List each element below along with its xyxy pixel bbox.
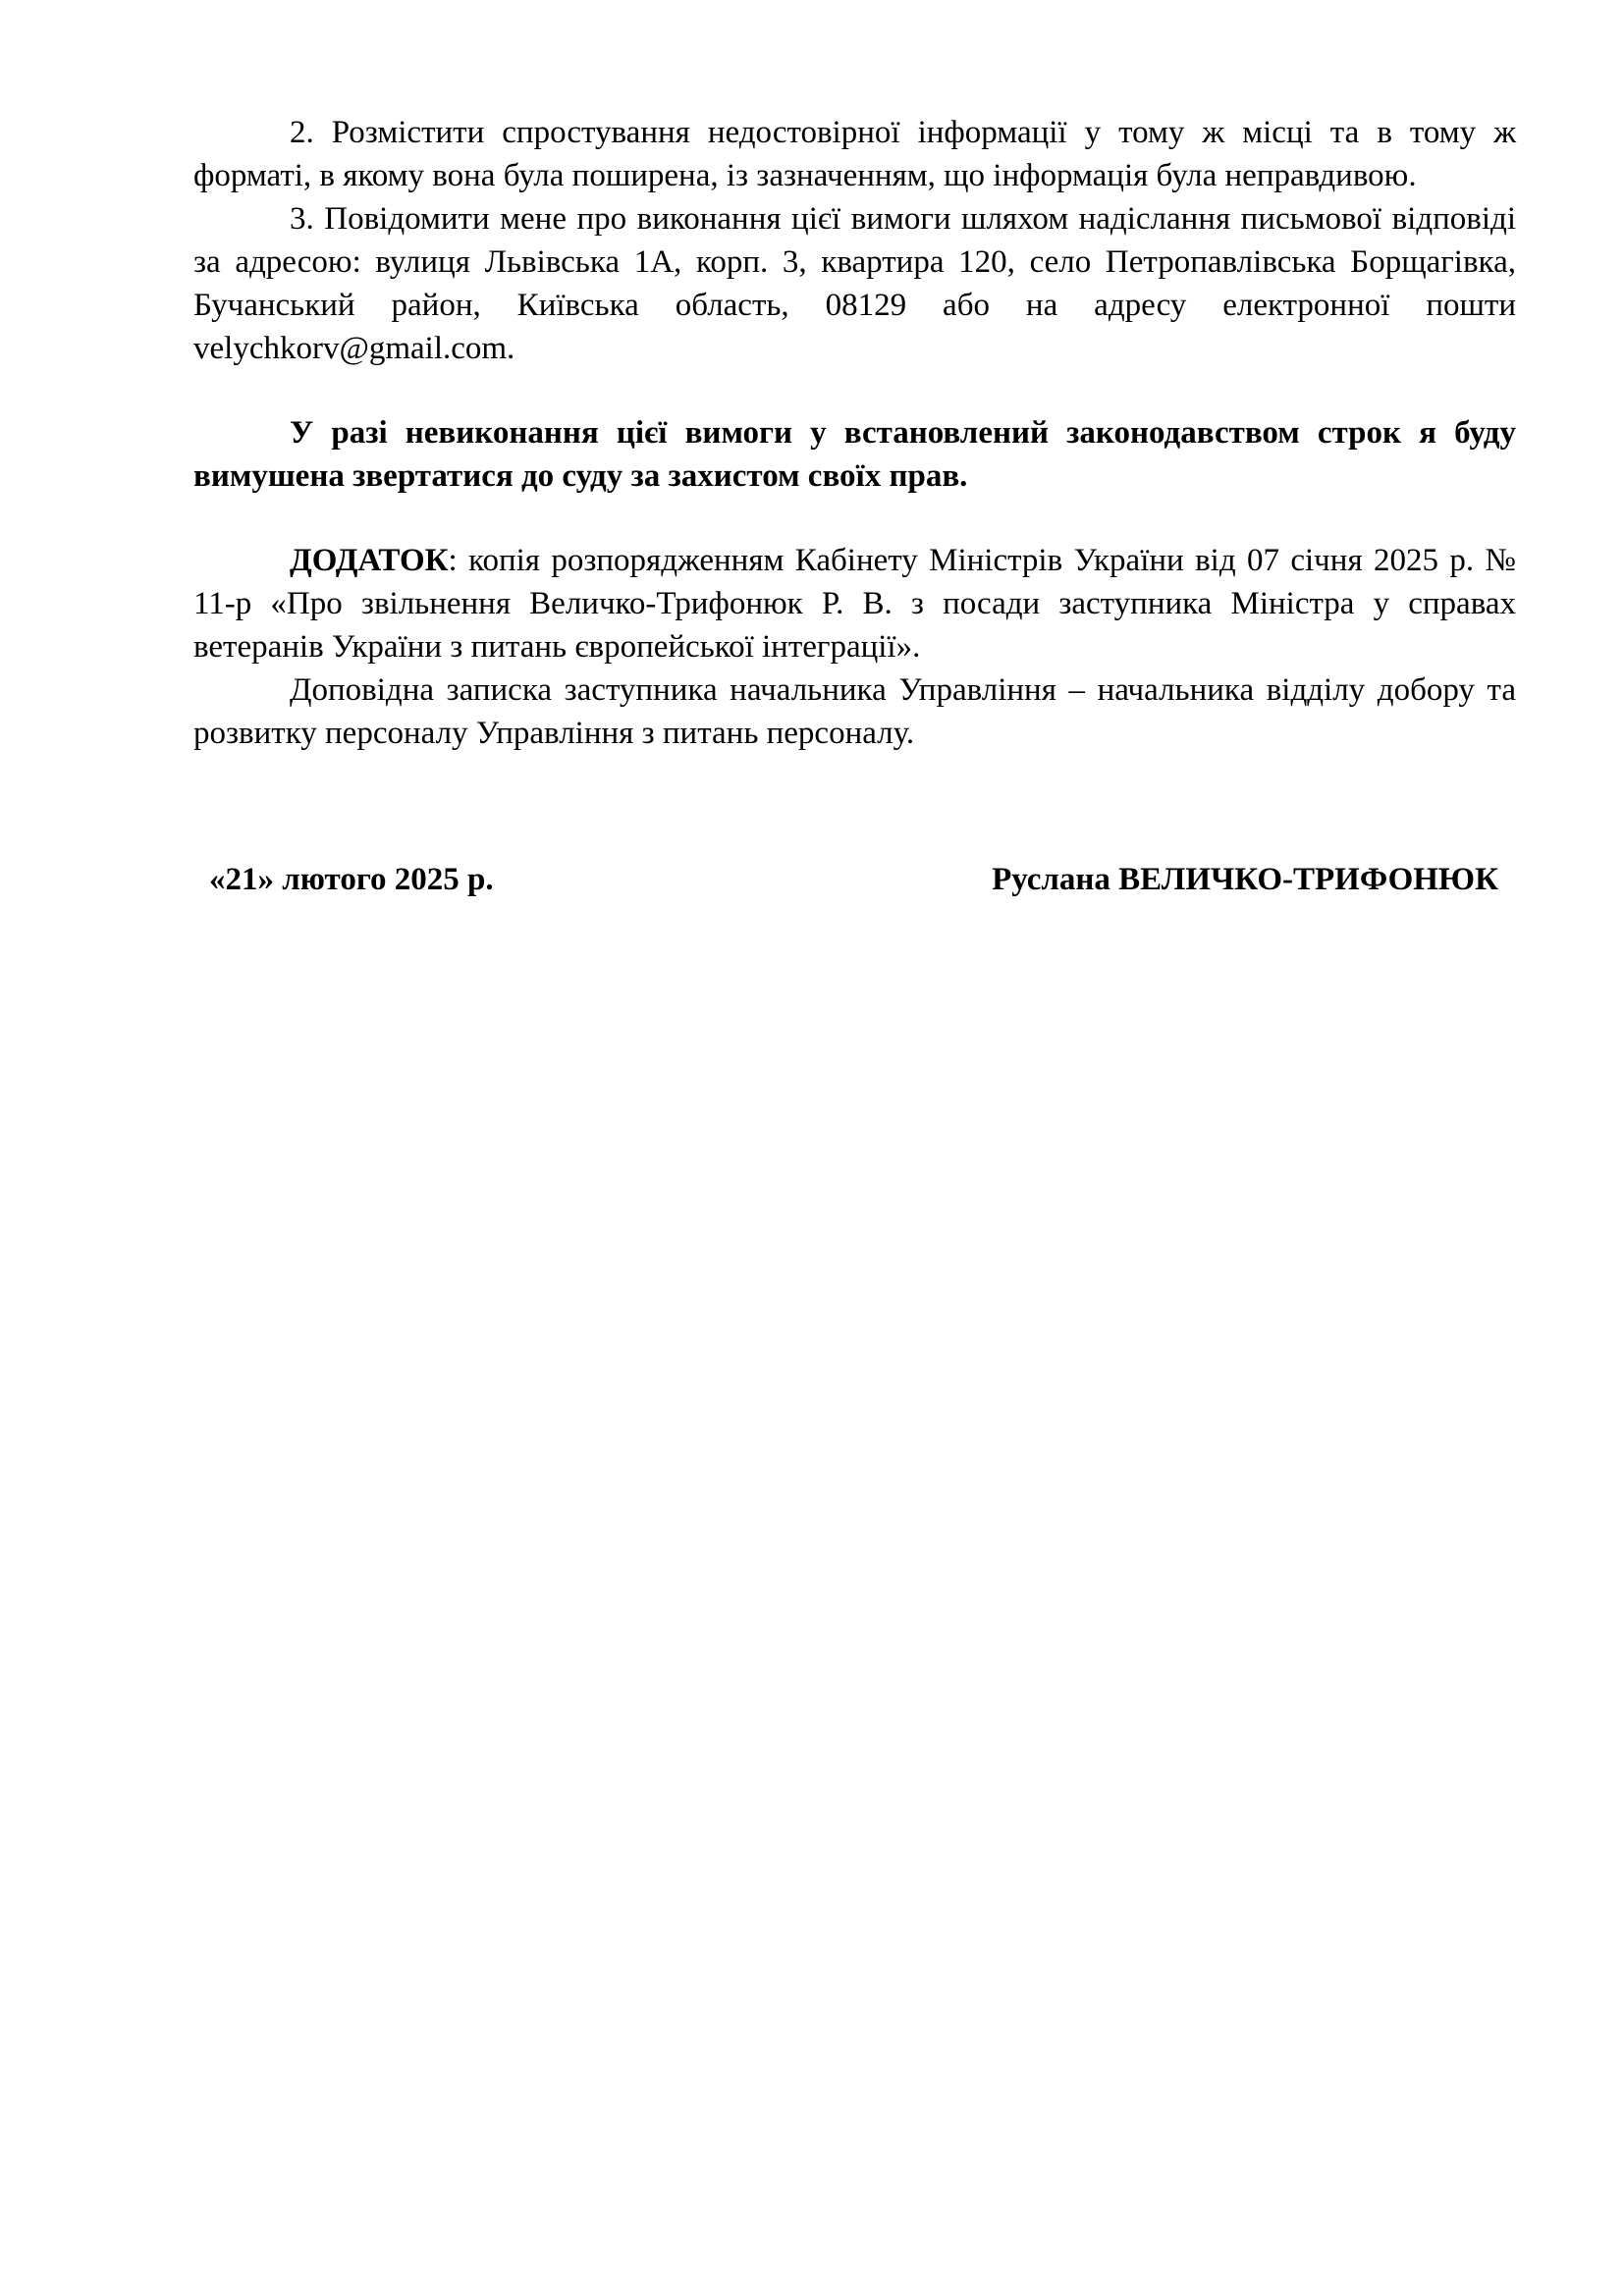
document-body (193, 111, 1516, 755)
paragraph-item-2: 2. Розмістити спростування недостовірної інформації у тому ж місці та в тому ж форматі, в якому вона була поширена, із зазначенням, що інформація була неправдивою. (193, 115, 1516, 193)
paragraph-warning: У разі невиконання цієї вимоги у встановлений законодавством строк я буду вимушена звертатися до суду за захистом своїх прав. (193, 415, 1516, 494)
signature-date: «21» лютого 2025 р. (209, 862, 494, 897)
paragraph-attachment (193, 539, 1516, 668)
paragraph-gap (193, 370, 1516, 411)
signature-name: Руслана ВЕЛИЧКО-ТРИФОНЮК (992, 862, 1498, 897)
paragraph-item-3: 3. Повідомити мене про виконання цієї вимоги шляхом надіслання письмової відповіді за адресою: вулиця Львівська 1А, корп. 3, квартира 120, село Петропавлівська Борщагівка, Бучанський район, Київська область, 08129 або на адресу електронної пошти velychkorv@gmail.com. (193, 201, 1516, 366)
attachment-label: ДОДАТОК (290, 543, 449, 578)
paragraph-memo: Доповідна записка заступника начальника Управління – начальника відділу добору та розвитку персоналу Управління з питань персоналу. (193, 672, 1516, 751)
attachment-text: : копія розпорядженням Кабінету Міністрів України від 07 січня 2025 р. № 11-р «Про звільнення Величко-Трифонюк Р. В. з посади заступника Міністра у справах ветеранів України з питань європейської інтеграції». (193, 543, 1516, 665)
paragraph-gap (193, 498, 1516, 539)
